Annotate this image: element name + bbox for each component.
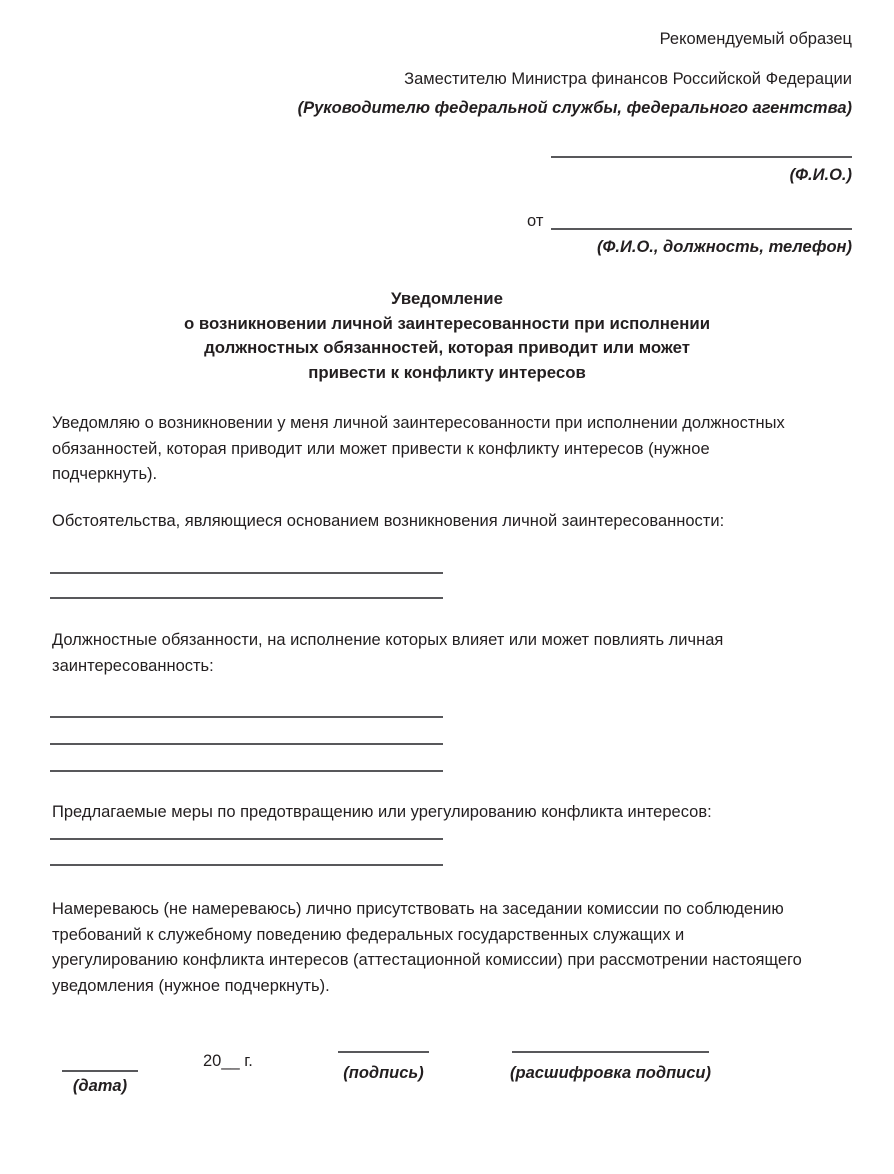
title-line-4: привести к конфликту интересов [308, 362, 586, 382]
closing-paragraph: Намереваюсь (не намереваюсь) лично присутствовать на заседании комиссии по соблюдению требований к служебному поведению федеральных государственных служащих и урегулированию конфликта интересов (аттестационной комиссии) при рассмотрении настоящего уведомления (нужное подчеркнуть). [52, 900, 802, 995]
section-3-label: Предлагаемые меры по предотвращению или урегулированию конфликта интересов: [52, 803, 712, 821]
from-label: от [527, 212, 544, 230]
year-field[interactable]: 20__ г. [203, 1052, 253, 1070]
transcript-caption: (расшифровка подписи) [510, 1064, 711, 1082]
recommended-sample-label: Рекомендуемый образец [659, 30, 852, 48]
section-3-blank-line[interactable] [50, 838, 443, 840]
title-line-2: о возникновении личной заинтересованности при исполнении [183, 313, 711, 333]
fio-rule[interactable] [551, 156, 852, 158]
addressee-sub-line: (Руководителю федеральной службы, федерального агентства) [297, 99, 852, 117]
section-1-blank-line[interactable] [50, 572, 443, 574]
addressee-main-line: Заместителю Министра финансов Российской Федерации [404, 70, 852, 88]
from-caption: (Ф.И.О., должность, телефон) [597, 238, 852, 256]
page-title [147, 287, 747, 385]
from-rule[interactable] [551, 228, 852, 230]
section-3-blank-line[interactable] [50, 864, 443, 866]
section-2-blank-line[interactable] [50, 743, 443, 745]
section-2-blank-line[interactable] [50, 770, 443, 772]
section-2-label: Должностные обязанности, на исполнение которых влияет или может повлиять личная заинтересованность: [52, 631, 724, 675]
section-1-label: Обстоятельства, являющиеся основанием возникновения личной заинтересованности: [52, 512, 725, 530]
section-2-blank-line[interactable] [50, 716, 443, 718]
transcript-rule[interactable] [512, 1051, 709, 1053]
date-caption: (дата) [72, 1077, 128, 1095]
signature-caption: (подпись) [343, 1064, 424, 1082]
title-line-1: Уведомление [391, 289, 503, 308]
signature-rule[interactable] [338, 1051, 429, 1053]
section-1-blank-line[interactable] [50, 597, 443, 599]
intro-paragraph: Уведомляю о возникновении у меня личной заинтересованности при исполнении должностных обязанностей, которая приводит или может привести к конфликту интересов (нужное подчеркнуть). [52, 414, 785, 483]
date-rule[interactable] [62, 1070, 138, 1072]
title-line-3: должностных обязанностей, которая приводит или может [204, 338, 690, 357]
fio-caption: (Ф.И.О.) [789, 166, 852, 184]
